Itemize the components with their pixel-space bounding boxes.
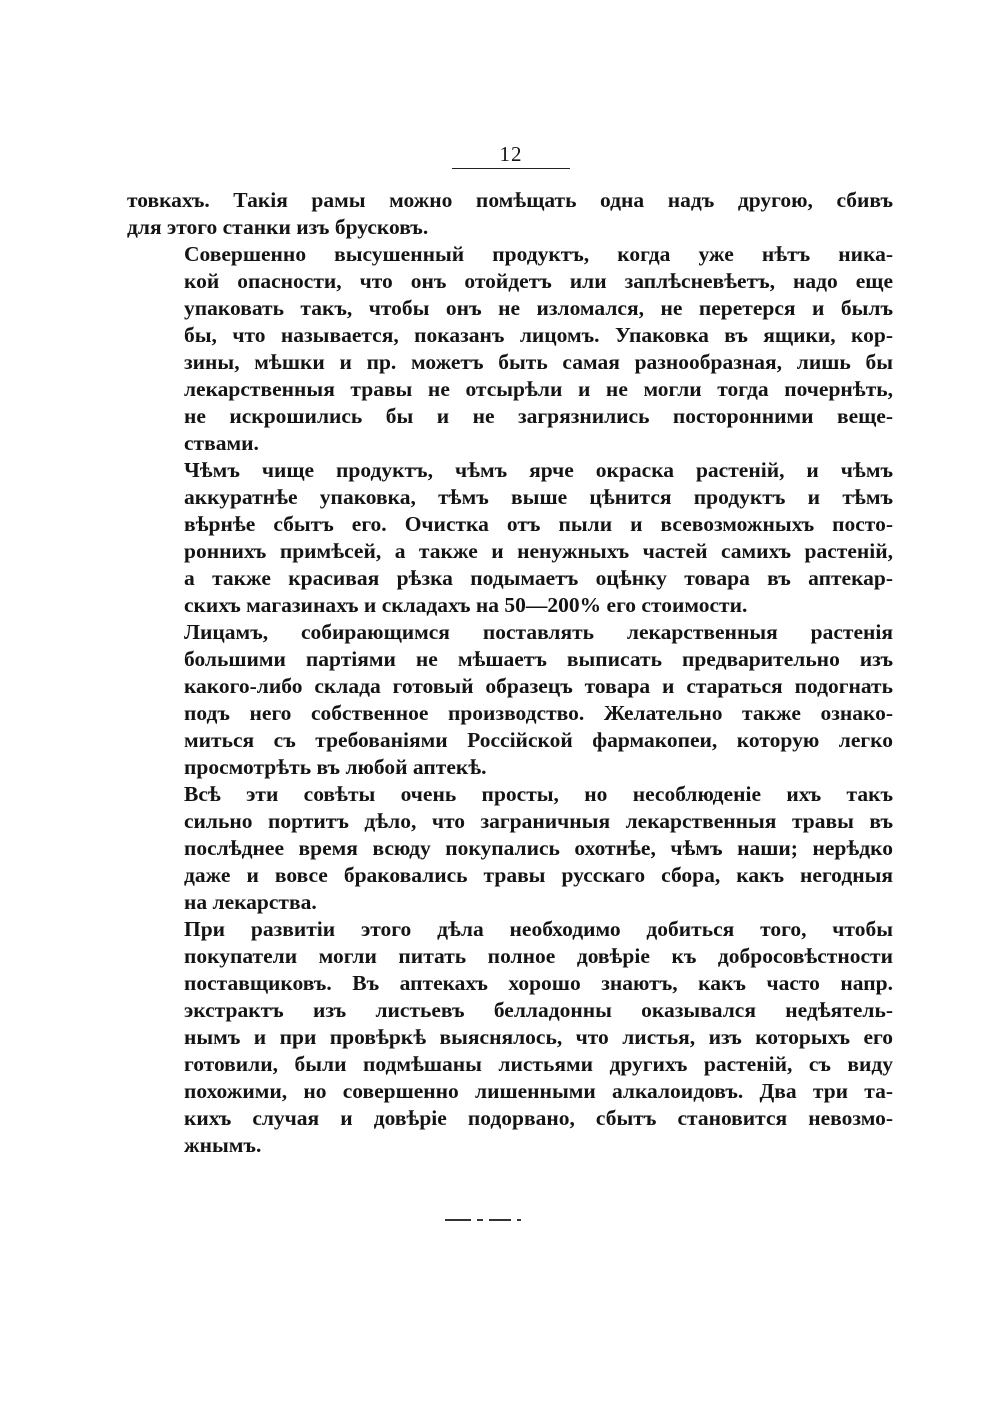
paragraph	[127, 187, 893, 241]
text-line: похожими, но совершенно лишенными алкалоидовъ. Два три та-	[184, 1079, 893, 1103]
text-line: скихъ магазинахъ и складахъ на 50—200% его стоимости.	[184, 593, 748, 617]
text-line: нымъ и при провѣркѣ выяснялось, что листья, изъ которыхъ его	[184, 1025, 893, 1049]
text-line: аккуратнѣе упаковка, тѣмъ выше цѣнится продуктъ и тѣмъ	[184, 485, 893, 509]
text-line: Лицамъ, собирающимся поставлять лекарственныя растенія	[184, 620, 893, 644]
page-number: 12	[499, 142, 523, 166]
text-line: Совершенно высушенный продуктъ, когда уже нѣтъ ника-	[184, 242, 893, 266]
text-line: не искрошились бы и не загрязнились посторонними веще-	[184, 404, 893, 428]
text-line: на лекарства.	[184, 890, 317, 914]
text-line: миться съ требованіями Россійской фармакопеи, которую легко	[184, 728, 893, 752]
text-line: упаковать такъ, чтобы онъ не изломался, не перетерся и былъ	[184, 296, 893, 320]
text-line: покупатели могли питать полное довѣріе къ добросовѣстности	[184, 944, 893, 968]
text-line: жнымъ.	[184, 1133, 262, 1157]
text-line: Всѣ эти совѣты очень просты, но несоблюденіе ихъ такъ	[184, 782, 893, 806]
paragraph	[127, 781, 893, 916]
paragraph	[127, 916, 893, 1159]
end-ornament	[445, 1217, 525, 1223]
text-line: даже и вовсе браковались травы русскаго сбора, какъ негодныя	[184, 863, 893, 887]
page-header	[452, 141, 570, 173]
text-line: Чѣмъ чище продуктъ, чѣмъ ярче окраска растеній, и чѣмъ	[184, 458, 893, 482]
text-line: кихъ случая и довѣріе подорвано, сбытъ становится невозмо-	[184, 1106, 893, 1130]
text-line: а также красивая рѣзка подымаетъ оцѣнку товара въ аптекар-	[184, 566, 893, 590]
text-line: При развитіи этого дѣла необходимо добиться того, чтобы	[184, 917, 893, 941]
text-line: ствами.	[184, 431, 259, 455]
text-line: подъ него собственное производство. Желательно также ознако-	[184, 701, 893, 725]
header-rule	[452, 168, 570, 169]
paragraph	[127, 457, 893, 619]
text-line: большими партіями не мѣшаетъ выписать предварительно изъ	[184, 647, 893, 671]
text-line: просмотрѣть въ любой аптекѣ.	[184, 755, 487, 779]
text-line: зины, мѣшки и пр. можетъ быть самая разнообразная, лишь бы	[184, 350, 893, 374]
text-line: сильно портитъ дѣло, что заграничныя лекарственныя травы въ	[184, 809, 893, 833]
text-line: послѣднее время всюду покупались охотнѣе, чѣмъ наши; нерѣдко	[184, 836, 893, 860]
text-line: какого-либо склада готовый образецъ товара и стараться подогнать	[184, 674, 893, 698]
text-line: товкахъ. Такія рамы можно помѣщать одна надъ другою, сбивъ	[127, 188, 893, 212]
text-line: для этого станки изъ брусковъ.	[127, 215, 429, 239]
text-line: кой опасности, что онъ отойдетъ или заплѣсневѣетъ, надо еще	[184, 269, 893, 293]
text-line: бы, что называется, показанъ лицомъ. Упаковка въ ящики, кор-	[184, 323, 893, 347]
paragraph	[127, 241, 893, 457]
text-line: готовили, были подмѣшаны листьями другихъ растеній, съ виду	[184, 1052, 893, 1076]
body-text	[127, 187, 893, 1159]
paragraph	[127, 619, 893, 781]
text-line: вѣрнѣе сбытъ его. Очистка отъ пыли и всевозможныхъ посто-	[184, 512, 893, 536]
text-line: роннихъ примѣсей, а также и ненужныхъ частей самихъ растеній,	[184, 539, 893, 563]
text-line: экстрактъ изъ листьевъ белладонны оказывался недѣятель-	[184, 998, 893, 1022]
text-line: лекарственныя травы не отсырѣли и не могли тогда почернѣть,	[184, 377, 893, 401]
text-line: поставщиковъ. Въ аптекахъ хорошо знаютъ, какъ часто напр.	[184, 971, 893, 995]
